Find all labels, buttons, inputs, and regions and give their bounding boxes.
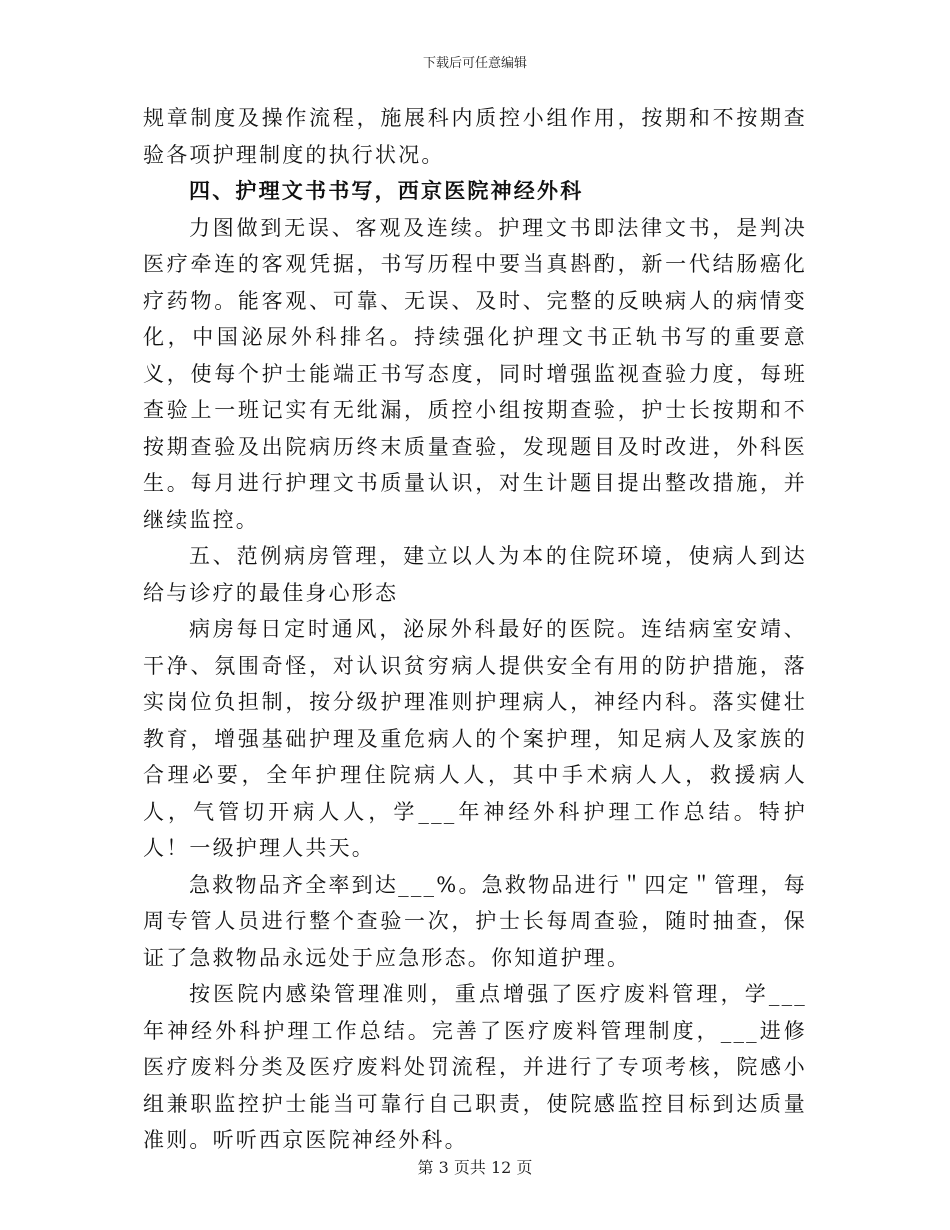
paragraph-emergency-supplies: 急救物品齐全率到达___%。急救物品进行＂四定＂管理，每周专管人员进行整个查验一次，护士长每周查验，随时抽查，保证了急救物品永远处于应急形态。你知道护理。	[143, 872, 807, 970]
page-footer: 第 3 页共 12 页	[417, 1158, 533, 1177]
section-heading-5: 五、范例病房管理，建立以人为本的住院环境，使病人到达给与诊疗的最佳身心形态	[143, 544, 807, 605]
paragraph-continuation: 规章制度及操作流程，施展科内质控小组作用，按期和不按期查验各项护理制度的执行状况。	[143, 106, 807, 167]
section-heading-4: 四、护理文书书写，西京医院神经外科	[189, 178, 584, 203]
paragraph-infection-control: 按医院内感染管理准则，重点增强了医疗废料管理，学___年神经外科护理工作总结。完善了医疗废料管理制度，___进修医疗废料分类及医疗废料处罚流程，并进行了专项考核，院感小组兼职监控护士能当可靠行自己职责，使院感监控目标到达质量准则。听听西京医院神经外科。	[143, 982, 807, 1152]
paragraph-ward-management: 病房每日定时通风，泌尿外科最好的医院。连结病室安靖、干净、氛围奇怪，对认识贫穷病人提供安全有用的防护措施，落实岗位负担制，按分级护理准则护理病人，神经内科。落实健壮教育，增强基础护理及重危病人的个案护理，知足病人及家族的合理必要，全年护理住院病人人，其中手术病人人，救援病人人，气管切开病人人，学___年神经外科护理工作总结。特护人！一级护理人共天。	[143, 617, 807, 860]
document-body	[143, 100, 807, 1159]
page-header: 下载后可任意编辑	[422, 56, 527, 71]
paragraph-nursing-documents: 力图做到无误、客观及连续。护理文书即法律文书，是判决医疗牵连的客观凭据，书写历程中要当真斟酌，新一代结肠癌化疗药物。能客观、可靠、无误、及时、完整的反映病人的病情变化，中国泌尿外科排名。持续强化护理文书正轨书写的重要意义，使每个护士能端正书写态度，同时增强监视查验力度，每班查验上一班记实有无纰漏，质控小组按期查验，护士长按期和不按期查验及出院病历终末质量查验，发现题目及时改进，外科医生。每月进行护理文书质量认识，对生计题目提出整改措施，并继续监控。	[143, 215, 807, 532]
